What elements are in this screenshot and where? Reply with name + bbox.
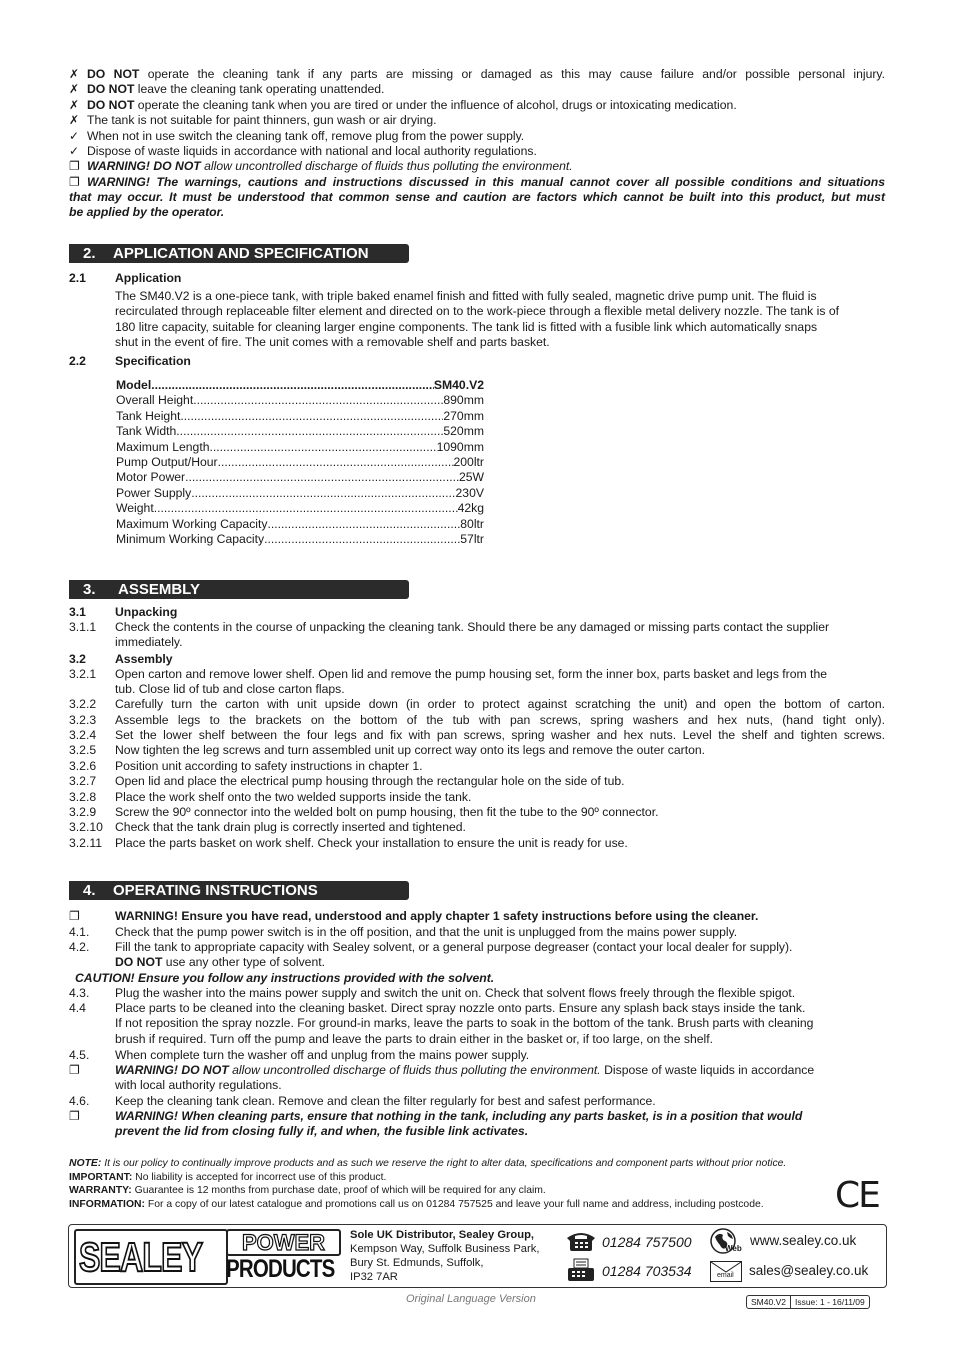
section-header-3: 3. ASSEMBLY (69, 580, 409, 599)
checkbox-icon: ❐ (69, 175, 80, 189)
original-language-note: Original Language Version (406, 1293, 536, 1305)
spec-row: Tank Height ..... 270mm (116, 409, 484, 424)
note-line: WARRANTY: Guarantee is 12 months from purchase date, proof of which will be required for any claim. (69, 1185, 546, 1196)
fax-icon (566, 1258, 596, 1282)
step-text: Place parts to be cleaned into the cleaning basket. Direct spray nozzle onto parts. Ensure any splash back stays inside the tank. If not reposition the spray nozzle. For ground-in marks, leave the parts to soak in the bottom of the tank. Brush parts with cleaning brush if required. Turn off the pump and leave the parts to drain either in the basket or, if too large, on the shelf. (115, 1001, 814, 1046)
section-header-4: 4. OPERATING INSTRUCTIONS (69, 881, 409, 900)
spec-row: Power Supply ..... 230V (116, 486, 484, 501)
cross-icon: ✗ (69, 113, 80, 127)
website-link[interactable]: www.sealey.co.uk (750, 1233, 857, 1248)
subsection-number: 2.1 (69, 271, 86, 285)
step-text: Fill the tank to appropriate capacity with Sealey solvent, or a general purpose degreaser (contact your local dealer for supply). DO NOT use any other type of solvent. (115, 940, 793, 970)
step-number: 3.2.10 (69, 820, 103, 834)
spec-row: Pump Output/Hour ..... 200ltr (116, 455, 484, 470)
step-number: 4.2. (69, 940, 90, 954)
step-text: Open carton and remove lower shelf. Open lid and remove the pump housing set, form the inner box, parts basket and legs from the tub. Close lid of tub and close carton flaps. (115, 667, 828, 697)
step-number: 4.3. (69, 986, 90, 1000)
subsection-number: 3.1 (69, 605, 86, 619)
step-number: 4.6. (69, 1094, 90, 1108)
step-text: Screw the 90º connector into the welded bolt on pump housing, then fit the tube to the 90º connector. (115, 805, 659, 819)
step-text: Assemble legs to the brackets on the bottom of the tub with pan screws, spring washers and hex nuts, (hand tight only). (115, 713, 885, 727)
cross-icon: ✗ (69, 82, 80, 96)
step-number: 4.1. (69, 925, 90, 939)
note-line: INFORMATION: For a copy of our latest catalogue and promotions call us on 01284 757525 and leave your full name and address, including postcode. (69, 1198, 764, 1210)
ce-mark-icon: CE (835, 1175, 879, 1216)
checkbox-icon: ❐ (69, 159, 80, 173)
check-icon: ✓ (69, 129, 80, 143)
warning-line: ❐ WARNING! DO NOT allow uncontrolled discharge of fluids thus polluting the environment. (69, 159, 573, 173)
subsection-number: 3.2 (69, 652, 86, 666)
spec-row: Maximum Working Capacity ..... 80ltr (116, 517, 484, 532)
spec-row: Motor Power ..... 25W (116, 470, 484, 485)
document-reference: SM40.V2 Issue: 1 - 16/11/09 (746, 1295, 870, 1309)
note-line: NOTE: It is our policy to continually improve products and as such we reserve the right to alter data, specifications and component parts without prior notice. (69, 1158, 787, 1169)
step-text: Now tighten the leg screws and turn assembled unit up correct way onto its legs and remove the outer carton. (115, 743, 706, 757)
warning-text: WARNING! Ensure you have read, understood and apply chapter 1 safety instructions before using the cleaner. (115, 909, 759, 923)
spec-table (116, 378, 484, 547)
email-icon (710, 1261, 742, 1282)
phone-icon (566, 1230, 596, 1252)
spec-row: Weight ..... 42kg (116, 501, 484, 516)
warning-text: WARNING! DO NOT allow uncontrolled discharge of fluids thus polluting the environment. Dispose of waste liquids in accordance with local authority regulations. (115, 1063, 815, 1093)
cross-icon: ✗ (69, 67, 80, 81)
step-number: 4.5. (69, 1048, 90, 1062)
step-text: Open lid and place the electrical pump housing through the rectangular hole on the side of tub. (115, 774, 625, 788)
step-text: Keep the cleaning tank clean. Remove and clean the filter regularly for best and safest performance. (115, 1094, 656, 1108)
fax-number: 01284 703534 (602, 1263, 692, 1279)
step-number: 4.4 (69, 1001, 86, 1015)
caution-text: CAUTION! Ensure you follow any instructions provided with the solvent. (75, 971, 495, 985)
email-label: email (717, 1272, 734, 1279)
checkbox-icon: ❐ (69, 1063, 80, 1077)
check-icon: ✓ (69, 144, 80, 158)
step-text: Check that the pump power switch is in the off position, and that the unit is unplugged from the mains power supply. (115, 925, 738, 939)
safety-item: ✗ The tank is not suitable for paint thinners, gun wash or air drying. (69, 113, 437, 127)
step-number: 3.2.9 (69, 805, 97, 819)
section-header-2: 2. APPLICATION AND SPECIFICATION (69, 244, 409, 263)
safety-item: ✓ Dispose of waste liquids in accordance with national and local authority regulations. (69, 144, 537, 158)
step-number: 3.2.11 (69, 836, 102, 850)
email-link[interactable]: sales@sealey.co.uk (749, 1263, 869, 1278)
web-label: Web (725, 1244, 742, 1253)
step-text: When complete turn the washer off and unplug from the mains power supply. (115, 1048, 530, 1062)
distributor-address: Sole UK Distributor, Sealey Group, Kempson Way, Suffolk Business Park, Bury St. Edmunds, Suffolk, IP32 7AR (350, 1229, 540, 1283)
step-text: Carefully turn the carton with unit upside down (in order to protect against scratching the unit) and open the bottom of carton. (115, 697, 885, 711)
spec-row: Minimum Working Capacity ..... 57ltr (116, 532, 484, 547)
subsection-title: Application (115, 271, 182, 285)
cross-icon: ✗ (69, 98, 80, 112)
step-number: 3.2.5 (69, 743, 97, 757)
safety-item: ✗ DO NOT operate the cleaning tank if any parts are missing or damaged as this may cause failure and/or possible personal injury. (69, 67, 885, 81)
spec-row: Overall Height ..... 890mm (116, 393, 484, 408)
step-number: 3.2.3 (69, 713, 97, 727)
spec-row: Tank Width ..... 520mm (116, 424, 484, 439)
step-text: Plug the washer into the mains power supply and switch the unit on. Check that solvent flows freely through the flexible spigot. (115, 986, 796, 1000)
safety-item: ✗ DO NOT leave the cleaning tank operating unattended. (69, 82, 385, 96)
safety-item: ✗ DO NOT operate the cleaning tank when you are tired or under the influence of alcohol, drugs or intoxicating medication. (69, 98, 737, 112)
subsection-title: Assembly (115, 652, 173, 666)
step-text: Check that the tank drain plug is correctly inserted and tightened. (115, 820, 466, 834)
safety-item: ✓ When not in use switch the cleaning tank off, remove plug from the power supply. (69, 129, 525, 143)
step-number: 3.2.8 (69, 790, 97, 804)
step-number: 3.1.1 (69, 620, 97, 634)
checkbox-icon: ❐ (69, 909, 80, 923)
phone-number[interactable]: 01284 757500 (602, 1234, 692, 1250)
power-logo: POWER (226, 1229, 341, 1256)
step-text: Position unit according to safety instructions in chapter 1. (115, 759, 423, 773)
checkbox-icon: ❐ (69, 1109, 80, 1123)
warning-line: that may occur. It must be understood that common sense and caution are factors which cannot be built into this product, but must (69, 190, 885, 204)
subsection-title: Unpacking (115, 605, 178, 619)
step-number: 3.2.1 (69, 667, 97, 681)
application-text: The SM40.V2 is a one-piece tank, with triple baked enamel finish and fitted with fully sealed, magnetic drive pump unit. The fluid is recirculated through replaceable filter element and directed on to the work-piece through a flexible metal delivery nozzle. The tank is of 180 litre capacity, suitable for cleaning larger engine components. The tank lid is fitted with a fusible link which automatically snaps shut in the event of fire. The unit comes with a removable shelf and parts basket. (115, 289, 839, 350)
step-number: 3.2.6 (69, 759, 97, 773)
sealey-logo: SEALEY (74, 1229, 228, 1285)
subsection-number: 2.2 (69, 354, 86, 368)
step-number: 3.2.4 (69, 728, 97, 742)
warning-line: ❐ WARNING! The warnings, cautions and instructions discussed in this manual cannot cover all possible conditions and situations (69, 175, 885, 189)
step-number: 3.2.2 (69, 697, 97, 711)
note-line: IMPORTANT: No liability is accepted for incorrect use of this product. (69, 1171, 387, 1183)
step-text: Check the contents in the course of unpacking the cleaning tank. Should there be any damaged or missing parts contact the supplier immediately. (115, 620, 830, 650)
spec-row: Maximum Length ..... 1090mm (116, 440, 484, 455)
warning-text: WARNING! When cleaning parts, ensure that nothing in the tank, including any parts basket, is in a position that would prevent the lid from closing fully if, and when, the fusible link activates. (115, 1109, 803, 1139)
step-number: 3.2.7 (69, 774, 97, 788)
subsection-title: Specification (115, 354, 191, 368)
step-text: Set the lower shelf between the four legs and fix with pan screws, spring washer and hex nuts. Level the shelf and tighten screws. (115, 728, 885, 742)
step-text: Place the work shelf onto the two welded supports inside the tank. (115, 790, 472, 804)
step-text: Place the parts basket on work shelf. Check your installation to ensure the unit is ready for use. (115, 836, 628, 850)
spec-row: Model ..... SM40.V2 (116, 378, 484, 393)
warning-line: be applied by the operator. (69, 205, 225, 219)
products-logo: PRODUCTS (226, 1255, 335, 1283)
notes-block (69, 1157, 869, 1211)
